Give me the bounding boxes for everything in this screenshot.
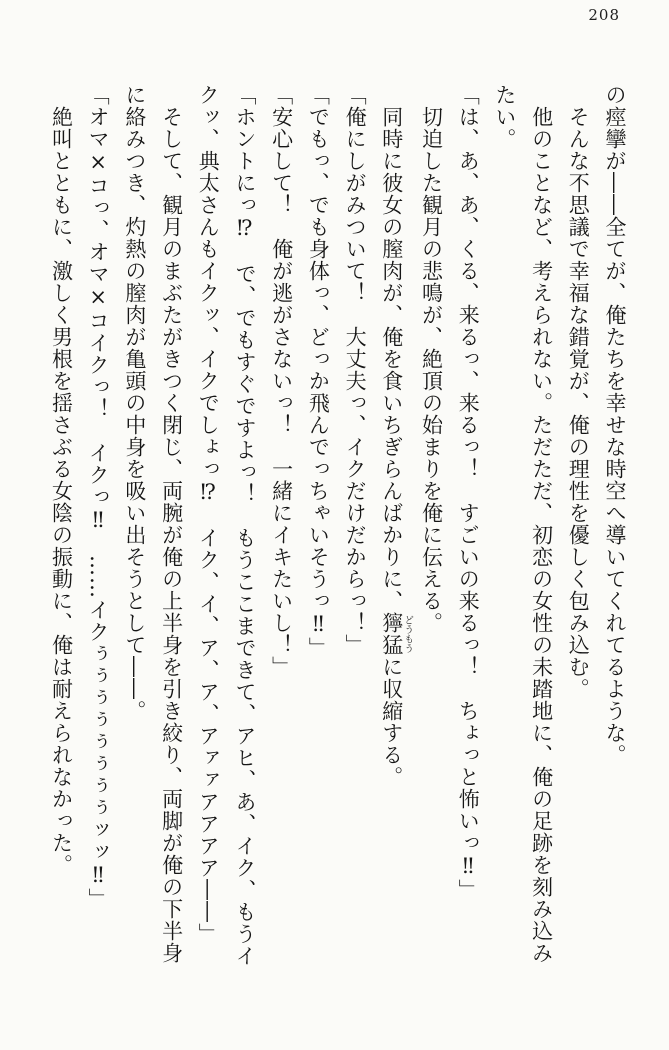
paragraph-dialogue: 「ホントにっ⁉ で、でもすぐですよっ！ もうここまできて、アヒ、あ、イク、もうイクッ、典太さんもイクッ、イクでしょっ⁉ イク、イ、ア、ア、アァァアアアア――」 — [196, 84, 257, 967]
page-number: 208 — [588, 6, 620, 24]
ruby-word — [379, 612, 414, 656]
paragraph-segment: に収縮する。 — [379, 656, 404, 788]
paragraph-dialogue: 「俺にしがみついて！ 大丈夫っ、イクだけだからっ！」 — [343, 84, 368, 656]
paragraph-narration: 絶叫とともに、激しく男根を揺さぶる女陰の振動に、俺は耐えられなかった。 — [49, 84, 74, 876]
paragraph-segment: 同時に彼女の膣肉が、俺を食いちぎらんばかりに、 — [379, 84, 404, 612]
paragraph-dialogue: 「は、あ、あ、くる、来るっ、来るっ！ すごいの来るっ！ ちょっと怖いっ‼」 — [456, 84, 481, 901]
paragraph-dialogue: 「安心して！ 俺が逃がさないっ！ 一緒にイキたいし！」 — [269, 84, 294, 678]
vertical-text-block — [43, 84, 633, 976]
paragraph-dialogue: 「でもっ、でも身体っ、どっか飛んでっちゃいそうっ‼」 — [306, 84, 331, 659]
paragraph-narration: そんな不思議で幸福な錯覚が、俺の理性を優しく包み込む。 — [566, 84, 591, 700]
ruby-base: 獰猛 — [379, 612, 404, 656]
paragraph-narration: そして、観月のまぶたがきつく閉じ、両腕が俺の上半身を引き絞り、両脚が俺の下半身に絡みつき、灼熱の膣肉が亀頭の中身を吸い出そうとして――。 — [122, 84, 184, 964]
paragraph-narration: 他のことなど、考えられない。ただただ、初恋の女性の未踏地に、俺の足跡を刻み込みたい。 — [492, 84, 554, 964]
paragraph-narration: の痙攣が――全てが、俺たちを幸せな時空へ導いてくれてるような。 — [603, 84, 627, 766]
paragraph-narration: 切迫した観月の悲鳴が、絶頂の始まりを俺に伝える。 — [419, 84, 444, 634]
paragraph-narration-with-furigana — [373, 84, 413, 976]
paragraph-dialogue: 「オマ×コっ、オマ×コイクっ！ イクっ‼ ……イクぅぅぅぅぅぅぅぅッッ‼」 — [86, 84, 111, 910]
ruby-furigana: どうもう — [402, 612, 414, 656]
